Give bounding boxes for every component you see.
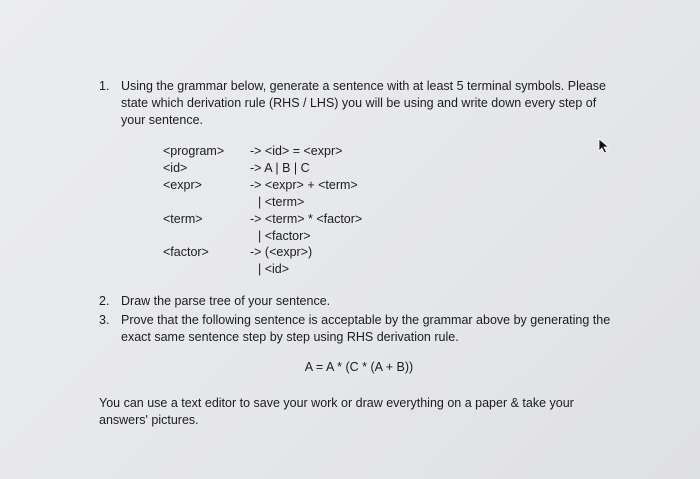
question-1-text: Using the grammar below, generate a sentence with at least 5 terminal symbols. Please state which derivation rule (RHS / LHS) you will be using and write down every step of your sentence. xyxy=(121,79,606,127)
grammar-expr-rhs: -> <expr> + <term> xyxy=(250,178,358,192)
grammar-factor-lhs: <factor> xyxy=(163,245,209,259)
grammar-id-lhs: <id> xyxy=(163,161,188,175)
question-3-number: 3. xyxy=(99,313,110,327)
grammar-factor-rhs: -> (<expr>) xyxy=(250,245,313,259)
question-2-text: Draw the parse tree of your sentence. xyxy=(121,294,331,308)
grammar-program-lhs: <program> xyxy=(163,144,225,158)
grammar-id-rhs: -> A | B | C xyxy=(250,161,310,175)
grammar-expr-lhs: <expr> xyxy=(163,178,202,192)
target-sentence: A = A * (C * (A + B)) xyxy=(304,360,414,374)
question-2-number: 2. xyxy=(99,294,110,308)
grammar-program-rhs: -> <id> = <expr> xyxy=(250,144,343,158)
grammar-term-rhs: -> <term> * <factor> xyxy=(250,212,363,226)
mouse-pointer-icon xyxy=(598,138,610,154)
question-1-number: 1. xyxy=(99,79,110,93)
footer-instructions: You can use a text editor to save your work or draw everything on a paper & take your answers' pictures. xyxy=(99,396,574,427)
grammar-term-alt: | <factor> xyxy=(258,229,311,243)
grammar-factor-alt: | <id> xyxy=(258,262,290,276)
question-3-text: Prove that the following sentence is acceptable by the grammar above by generating the exact same sentence step by step using RHS derivation rule. xyxy=(121,313,611,344)
grammar-expr-alt: | <term> xyxy=(258,195,305,209)
grammar-term-lhs: <term> xyxy=(163,212,203,226)
